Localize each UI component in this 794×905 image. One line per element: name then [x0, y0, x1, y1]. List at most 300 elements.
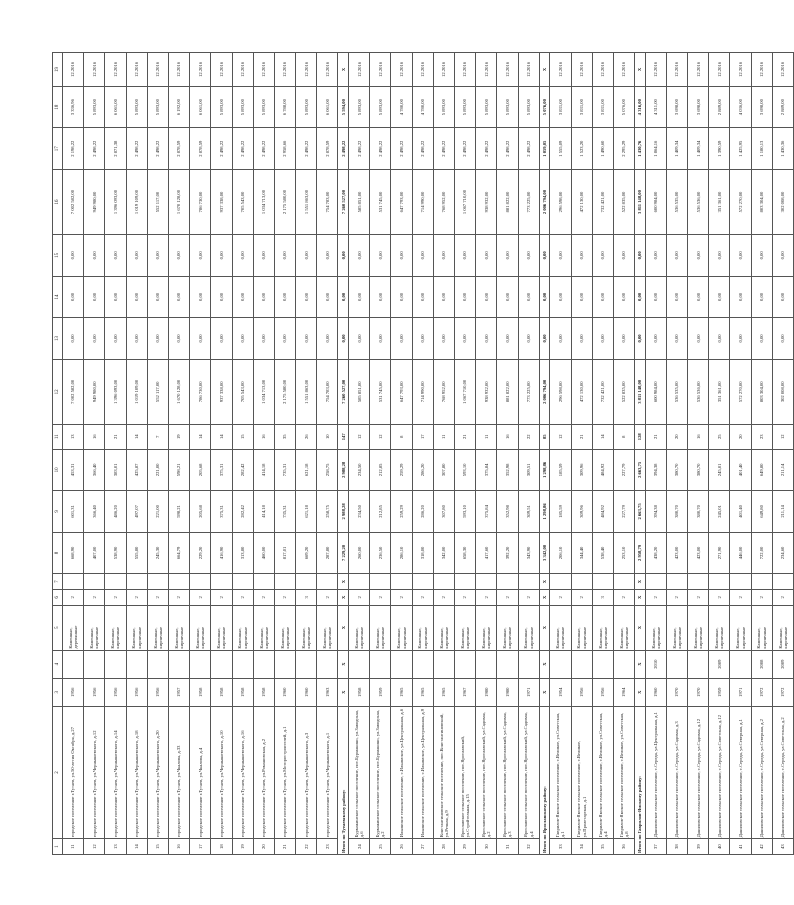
table-cell: 598,21: [168, 491, 189, 533]
table-cell: 26: [391, 839, 412, 855]
table-cell: 669,20: [296, 532, 317, 574]
table-row: [253, 53, 274, 855]
table-cell: [412, 650, 433, 678]
table-cell: 258,75: [317, 491, 338, 533]
table-cell: 7 002 582,00: [63, 169, 84, 234]
table-cell: 211,14: [772, 491, 793, 533]
table-cell: 937 338,00: [211, 169, 232, 234]
table-cell: 754 783,00: [317, 169, 338, 234]
table-cell: 14: [211, 424, 232, 449]
table-cell: Каменные, кирпичные: [645, 605, 666, 650]
table-cell: 2: [772, 589, 793, 605]
table-cell: 19: [232, 839, 253, 855]
table-cell: 2 198,22: [63, 128, 84, 170]
table-cell: X: [539, 678, 550, 706]
table-cell: 0,00: [772, 318, 793, 360]
table-cell: 2 498,22: [253, 128, 274, 170]
table-cell: 12: [550, 424, 571, 449]
column-number-cell: 5: [53, 605, 63, 650]
table-cell: 2: [211, 589, 232, 605]
table-cell: 3 831,00: [571, 86, 592, 128]
table-cell: 1958: [211, 678, 232, 706]
table-cell: 0,00: [147, 276, 168, 318]
table-cell: 2 175 580,00: [274, 359, 295, 424]
table-cell: X: [338, 605, 349, 650]
table-row: [370, 53, 391, 855]
table-cell: 0,00: [571, 235, 592, 277]
table-cell: 0,00: [232, 318, 253, 360]
table-cell: [190, 574, 211, 590]
table-row: [391, 53, 412, 855]
table-cell: [688, 650, 709, 678]
table-cell: Каменные, кирпичные: [751, 605, 772, 650]
table-cell: 352,98: [497, 491, 518, 533]
table-cell: 5 893,00: [518, 86, 539, 128]
table-cell: 2 498,22: [476, 128, 497, 170]
table-cell: 12: [370, 424, 391, 449]
table-cell: Каменные, кирпичные: [391, 605, 412, 650]
table-cell: 15: [232, 424, 253, 449]
table-cell: 2: [751, 589, 772, 605]
table-cell: 302 008,00: [772, 169, 793, 234]
address-cell: Ярославское сельское поселение, пос.Ярославский, ул.Садовая, д.2: [476, 706, 497, 839]
address-cell: городское поселение г.Тутаев, ул.50-летия Октября, д.27: [63, 706, 84, 839]
table-cell: 5 893,00: [147, 86, 168, 128]
table-cell: 1971: [730, 678, 751, 706]
table-cell: 234,50: [349, 449, 370, 491]
table-cell: 0,00: [550, 318, 571, 360]
table-cell: 414,18: [253, 449, 274, 491]
table-cell: 1960: [645, 678, 666, 706]
table-cell: 1971: [518, 678, 539, 706]
table-cell: 423,00: [688, 532, 709, 574]
table-cell: 647 793,00: [391, 359, 412, 424]
table-cell: 2: [370, 589, 391, 605]
table-cell: 0,00: [147, 318, 168, 360]
table-cell: 34: [571, 839, 592, 855]
column-number-cell: 10: [53, 449, 63, 491]
table-cell: 2: [666, 589, 687, 605]
table-cell: Каменные, кирпичные: [296, 605, 317, 650]
table-cell: 380,70: [666, 449, 687, 491]
table-cell: 42: [751, 839, 772, 855]
table-cell: 14: [592, 424, 613, 449]
table-cell: 309,51: [518, 449, 539, 491]
table-cell: X: [539, 650, 550, 678]
table-cell: 585 851,00: [349, 169, 370, 234]
table-cell: 318,00: [412, 532, 433, 574]
table-cell: 12: [772, 424, 793, 449]
table-cell: 2 498,22: [84, 128, 105, 170]
table-cell: 1 180,13: [751, 128, 772, 170]
column-number-cell: 6: [53, 589, 63, 605]
table-cell: 598,21: [168, 449, 189, 491]
table-cell: 16: [84, 424, 105, 449]
table-cell: 3 698,00: [666, 86, 687, 128]
table-cell: 12.2016: [709, 53, 730, 87]
table-cell: 2 889,00: [709, 86, 730, 128]
table-cell: 1967: [454, 678, 475, 706]
table-cell: 484,92: [592, 491, 613, 533]
table-cell: 0,00: [274, 276, 295, 318]
table-cell: 2 006 794,00: [539, 169, 550, 234]
address-cell: Ильинское сельское поселение, с.Ильинское, ул.Центральная, д.9: [412, 706, 433, 839]
table-cell: 7 002 582,00: [63, 359, 84, 424]
table-cell: 11: [433, 424, 454, 449]
table-row: [232, 53, 253, 855]
total-label-cell: Итого по Ярославскому району:: [539, 706, 550, 854]
table-cell: [349, 650, 370, 678]
table-cell: 0,00: [730, 276, 751, 318]
table-cell: 2 663,75: [635, 491, 646, 533]
table-cell: 2: [232, 589, 253, 605]
table-cell: Каменные, кирпичные: [688, 605, 709, 650]
table-cell: 1 523,20: [571, 128, 592, 170]
table-cell: 6 192,00: [168, 86, 189, 128]
table-cell: Каменные, кирпичные: [126, 605, 147, 650]
table-cell: 0,00: [772, 235, 793, 277]
table-cell: 24: [349, 839, 370, 855]
table-cell: 12.2016: [126, 53, 147, 87]
table-cell: 20: [730, 424, 751, 449]
address-cell: Даниловское сельское поселение, с.Середа, ул.Советская, д.12: [709, 706, 730, 839]
table-cell: 0,00: [476, 235, 497, 277]
table-cell: 5 076,00: [539, 86, 550, 128]
table-cell: [751, 574, 772, 590]
table-cell: 1960: [296, 678, 317, 706]
table-cell: 0,00: [613, 276, 634, 318]
table-row: [105, 53, 126, 855]
table-row: [126, 53, 147, 855]
table-cell: 649,80: [751, 491, 772, 533]
table-cell: 0,00: [454, 318, 475, 360]
table-cell: 128: [635, 424, 646, 449]
address-cell: Гаврилов-Ямское сельское поселение, с.Великое, ул.Советская, д.8: [613, 706, 634, 839]
table-cell: 0,00: [211, 276, 232, 318]
address-cell: Даниловское сельское поселение, с.Середа, ул.Садовая, д.12: [688, 706, 709, 839]
table-cell: Каменные, кирпичные: [349, 605, 370, 650]
table-cell: 3 342,00: [539, 532, 550, 574]
table-cell: 185,59: [550, 449, 571, 491]
table-cell: 309,96: [571, 491, 592, 533]
table-cell: 0,00: [550, 235, 571, 277]
table-cell: 351 361,00: [709, 169, 730, 234]
table-cell: 401,40: [730, 449, 751, 491]
table-row: [571, 53, 592, 855]
table-cell: 20: [253, 839, 274, 855]
table-cell: 1956: [63, 678, 84, 706]
table-cell: 600 984,00: [645, 169, 666, 234]
table-cell: Каменные, кирпичные: [190, 605, 211, 650]
table-cell: 0,00: [412, 276, 433, 318]
table-cell: 1956: [592, 678, 613, 706]
table-cell: 21: [274, 839, 295, 855]
table-cell: 0,00: [349, 276, 370, 318]
table-cell: 0,00: [539, 318, 550, 360]
table-cell: 1 490,60: [592, 128, 613, 170]
table-cell: 2 878,59: [317, 128, 338, 170]
table-cell: 1958: [349, 678, 370, 706]
table-cell: 211,14: [772, 449, 793, 491]
table-cell: 21: [571, 424, 592, 449]
table-cell: 1959: [370, 678, 391, 706]
table-cell: [105, 650, 126, 678]
table-cell: 12.2016: [613, 53, 634, 87]
table-cell: [296, 650, 317, 678]
table-cell: 392,20: [497, 532, 518, 574]
table-row: [317, 53, 338, 855]
table-cell: 2 663,75: [635, 449, 646, 491]
table-cell: 1 396 093,00: [105, 359, 126, 424]
table-cell: Каменные, кирпичные: [317, 605, 338, 650]
address-cell: Ильинское сельское поселение, с.Ильинское, ул.Центральная, д.6: [391, 706, 412, 839]
table-row: [666, 53, 687, 855]
column-number-cell: 12: [53, 359, 63, 424]
table-row: [613, 53, 634, 855]
table-cell: 0,00: [274, 318, 295, 360]
table-cell: 2 498,22: [391, 128, 412, 170]
table-cell: 0,00: [168, 318, 189, 360]
table-cell: 11: [63, 839, 84, 855]
table-cell: 375,84: [476, 449, 497, 491]
table-cell: 1 019 109,00: [126, 169, 147, 234]
table-cell: 0,00: [232, 276, 253, 318]
table-cell: 253,10: [613, 532, 634, 574]
table-cell: 705 543,00: [232, 169, 253, 234]
table-cell: 352,98: [497, 449, 518, 491]
table-cell: 2 498,22: [497, 128, 518, 170]
table-cell: 5 893,00: [349, 86, 370, 128]
table-cell: 3 811 148,00: [635, 169, 646, 234]
table-cell: 0,00: [126, 318, 147, 360]
table-cell: 16: [688, 424, 709, 449]
table-cell: 286,10: [391, 532, 412, 574]
table-cell: [126, 574, 147, 590]
table-cell: 25: [370, 839, 391, 855]
table-cell: 258,75: [317, 449, 338, 491]
column-number-cell: 4: [53, 650, 63, 678]
table-cell: X: [539, 574, 550, 590]
table-cell: 2: [412, 589, 433, 605]
column-number-cell: 11: [53, 424, 63, 449]
table-cell: 12.2016: [105, 53, 126, 87]
table-cell: 32: [518, 839, 539, 855]
table-cell: 35: [274, 424, 295, 449]
column-number-cell: 13: [53, 318, 63, 360]
table-cell: 1 390,59: [709, 128, 730, 170]
table-cell: 2: [190, 589, 211, 605]
table-cell: 3 831,00: [550, 86, 571, 128]
table-cell: [63, 650, 84, 678]
table-cell: 12.2016: [84, 53, 105, 87]
table-cell: [571, 574, 592, 590]
table-cell: 1965: [433, 678, 454, 706]
table-cell: 2: [84, 589, 105, 605]
table-cell: 12: [349, 424, 370, 449]
table-cell: 768 952,00: [433, 169, 454, 234]
table-cell: 2: [688, 589, 709, 605]
table-cell: 2: [550, 589, 571, 605]
table-cell: 4 316,00: [635, 86, 646, 128]
table-cell: [296, 574, 317, 590]
table-cell: 0,00: [370, 318, 391, 360]
table-cell: [592, 574, 613, 590]
table-cell: 773 225,00: [518, 169, 539, 234]
table-cell: 0,00: [349, 235, 370, 277]
table-cell: 5 076,00: [613, 86, 634, 128]
table-cell: 8: [613, 424, 634, 449]
table-cell: 425,87: [126, 449, 147, 491]
table-cell: [211, 574, 232, 590]
table-cell: 296 598,00: [550, 359, 571, 424]
table-cell: 0,00: [730, 318, 751, 360]
table-cell: [772, 574, 793, 590]
table-cell: 206,10: [550, 532, 571, 574]
table-cell: 585 851,00: [349, 359, 370, 424]
table-cell: 0,00: [391, 318, 412, 360]
table-cell: 2: [709, 589, 730, 605]
table-cell: [126, 650, 147, 678]
table-cell: Каменные, кирпичные: [666, 605, 687, 650]
table-row: [550, 53, 571, 855]
table-cell: Каменные, кирпичные: [84, 605, 105, 650]
table-cell: 313,80: [232, 532, 253, 574]
table-cell: [349, 574, 370, 590]
table-cell: 85: [539, 424, 550, 449]
table-cell: 938 932,00: [476, 169, 497, 234]
table-cell: 5 893,00: [126, 86, 147, 128]
table-cell: 12.2016: [592, 53, 613, 87]
table-cell: 380,70: [688, 491, 709, 533]
address-cell: городское поселение г.Тутаев, ул.Чкалова, д.33: [168, 706, 189, 839]
table-cell: 1980: [497, 678, 518, 706]
table-cell: 3 811 148,00: [635, 359, 646, 424]
table-cell: 2: [613, 589, 634, 605]
table-cell: 773 225,00: [518, 359, 539, 424]
table-cell: 0,00: [751, 235, 772, 277]
table-cell: 1970: [666, 678, 687, 706]
table-cell: 12.2016: [168, 53, 189, 87]
table-cell: 380,70: [688, 449, 709, 491]
table-cell: 13: [63, 424, 84, 449]
table-cell: 17: [412, 424, 433, 449]
table-cell: 286,20: [412, 491, 433, 533]
table-cell: 0,00: [666, 235, 687, 277]
table-cell: 18: [211, 839, 232, 855]
table-cell: 2 498,22: [412, 128, 433, 170]
table-cell: 401,40: [730, 491, 751, 533]
table-cell: 205,68: [190, 491, 211, 533]
table-cell: 212,85: [370, 491, 391, 533]
table-cell: X: [635, 605, 646, 650]
table-cell: Каменные, кирпичные: [550, 605, 571, 650]
table-cell: 0,00: [539, 235, 550, 277]
table-cell: [63, 574, 84, 590]
table-row: [190, 53, 211, 855]
table-cell: [454, 650, 475, 678]
table-cell: 552 117,00: [147, 169, 168, 234]
table-cell: 33: [550, 839, 571, 855]
table-cell: 12: [84, 839, 105, 855]
table-cell: 555,80: [126, 532, 147, 574]
table-cell: Каменные, кирпичные: [454, 605, 475, 650]
table-cell: 522 835,00: [613, 359, 634, 424]
table-cell: 2 958,66: [274, 128, 295, 170]
table-cell: 647 793,00: [391, 169, 412, 234]
table-cell: 2: [168, 589, 189, 605]
table-cell: [666, 574, 687, 590]
column-number-cell: 9: [53, 491, 63, 533]
table-cell: 1970: [688, 678, 709, 706]
table-cell: 12.2016: [391, 53, 412, 87]
table-cell: 37: [645, 839, 666, 855]
table-row: [274, 53, 295, 855]
table-cell: [497, 650, 518, 678]
table-cell: 484,92: [592, 449, 613, 491]
table-cell: 6 061,00: [105, 86, 126, 128]
table-cell: 2: [454, 589, 475, 605]
table-cell: 0,00: [550, 276, 571, 318]
table-cell: 12.2016: [296, 53, 317, 87]
table-cell: 271,90: [709, 532, 730, 574]
table-cell: 531 745,00: [370, 169, 391, 234]
table-cell: 649,80: [751, 449, 772, 491]
table-cell: 12.2016: [772, 53, 793, 87]
table-cell: 0,00: [645, 318, 666, 360]
table-cell: 7 260 527,00: [338, 359, 349, 424]
table-cell: 1 430,36: [772, 128, 793, 170]
table-cell: 0,00: [709, 235, 730, 277]
table-cell: 0,00: [613, 318, 634, 360]
column-number-cell: 3: [53, 678, 63, 706]
table-cell: [550, 574, 571, 590]
table-cell: 25: [709, 424, 730, 449]
table-cell: 0,00: [666, 276, 687, 318]
table-cell: 22: [518, 424, 539, 449]
table-cell: 0,00: [391, 235, 412, 277]
address-cell: Даниловское сельское поселение, с.Середа, ул.Северная, д.2: [751, 706, 772, 839]
table-cell: 536 536,00: [688, 169, 709, 234]
table-cell: 522 835,00: [613, 169, 634, 234]
table-cell: 949 980,00: [84, 169, 105, 234]
address-cell: городское поселение г.Тутаев, ул.Чернышевского, д.1: [317, 706, 338, 839]
table-cell: X: [539, 589, 550, 605]
table-cell: 658,30: [454, 532, 475, 574]
table-cell: 1 430,76: [635, 128, 646, 170]
table-row: [592, 53, 613, 855]
table-cell: Каменные, кирпичные: [274, 605, 295, 650]
table-cell: 416,90: [211, 532, 232, 574]
table-cell: 260,00: [349, 532, 370, 574]
table-cell: 16: [253, 424, 274, 449]
table-cell: [168, 650, 189, 678]
table-row: [433, 53, 454, 855]
table-cell: 1 551 863,00: [296, 169, 317, 234]
table-cell: 12.2016: [751, 53, 772, 87]
table-cell: 0,00: [571, 276, 592, 318]
table-cell: [211, 650, 232, 678]
table-row: [772, 53, 793, 855]
table-cell: 229,20: [190, 532, 211, 574]
table-cell: 4 311,00: [645, 86, 666, 128]
table-cell: 5 893,00: [433, 86, 454, 128]
table-cell: 41: [730, 839, 751, 855]
table-cell: 2: [571, 589, 592, 605]
address-cell: городское поселение г.Тутаев, ул.Моторостроителей, д.1: [274, 706, 295, 839]
table-cell: 17: [190, 839, 211, 855]
table-cell: X: [338, 53, 349, 87]
table-cell: 538,40: [592, 532, 613, 574]
